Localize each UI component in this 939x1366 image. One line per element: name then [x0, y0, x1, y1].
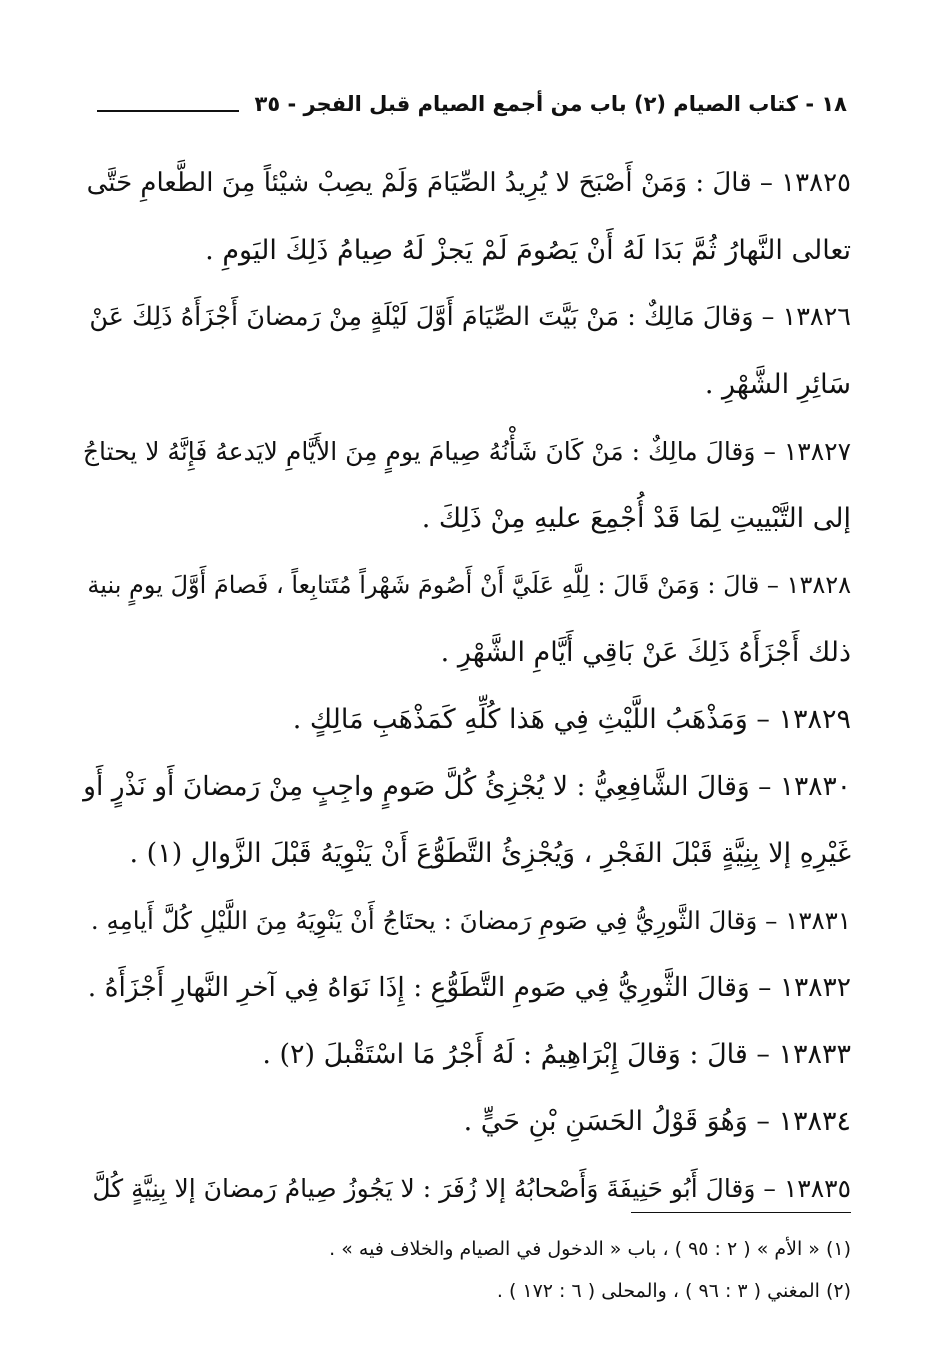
paragraph-13832 [80, 954, 851, 1021]
footnotes [80, 1228, 851, 1312]
header-rule [97, 110, 239, 112]
footnote-separator [631, 1212, 851, 1213]
text-line: ١٣٨٣٣ – قالَ : وَقالَ إِبْرَاهِيمُ : لَهُ أَجْرُ مَا اسْتَقْبلَ (٢) . [262, 1039, 851, 1070]
paragraph-13834 [80, 1088, 851, 1155]
main-text [80, 150, 851, 1222]
text-line: ١٣٨٢٩ – وَمَذْهَبُ اللَّيْثِ فِي هَذا كُلِّهِ كَمَذْهَبِ مَالِكٍ . [292, 704, 851, 735]
paragraph-13827 [80, 418, 851, 552]
text-line: ١٣٨٢٥ – قالَ : وَمَنْ أَصْبَحَ لا يُرِيدُ الصِّيَامَ وَلَمْ يصِبْ شيْئاً مِنَ الطَّعامِ حَتَّى [86, 168, 851, 198]
paragraph-13829 [80, 686, 851, 753]
text-line: تعالى النَّهارُ ثُمَّ بَدَا لَهُ أَنْ يَصُومَ لَمْ يَجزْ لَهُ صِيامُ ذَلِكَ اليَومِ . [205, 235, 851, 266]
footnote-2: (٢) المغني ( ٣ : ٩٦ ) ، والمحلى ( ٦ : ١٧٢ ) . [496, 1280, 851, 1302]
text-line: ١٣٨٣١ – وَقالَ الثَّورِيُّ فِي صَومِ رَمضانَ : يحتَاجُ أَنْ يَنْوِيَهُ مِنَ اللَّيْلِ كُلَّ أَيامِهِ . [90, 906, 851, 935]
text-line: سَائِرِ الشَّهْرِ . [704, 369, 851, 400]
text-line: ١٣٨٣٤ – وَهُوَ قَوْلُ الحَسَنِ بْنِ حَيٍّ . [463, 1106, 851, 1137]
text-line: ١٣٨٣٢ – وَقالَ الثَّورِيُّ فِي صَومِ التَّطَوُّعِ : إِذَا نَوَاهُ فِي آخرِ النَّهارِ أَجْزَأَهُ . [87, 972, 851, 1003]
paragraph-13833 [80, 1021, 851, 1088]
paragraph-13828 [80, 552, 851, 686]
running-head-text: ١٨ - كتاب الصيام (٢) باب من أجمع الصيام قبل الفجر - ٣٥ [254, 92, 847, 116]
text-line: إلى التَّبْييتِ لِمَا قَدْ أُجْمِعَ عليهِ مِنْ ذَلِكَ . [421, 503, 851, 534]
text-line: ذلك أَجْزَأَهُ ذَلِكَ عَنْ بَاقِي أَيَّامِ الشَّهْرِ . [440, 637, 851, 668]
paragraph-13831 [80, 887, 851, 954]
paragraph-13826 [80, 284, 851, 418]
paragraph-13830 [80, 753, 851, 887]
text-line: ١٣٨٢٦ – وَقالَ مَالِكٌ : مَنْ بَيَّتَ الصِّيَامَ أَوَّلَ لَيْلَةٍ مِنْ رَمضانَ أَجْزَأَهُ ذَلِكَ عَنْ [89, 302, 851, 332]
paragraph-13825 [80, 150, 851, 284]
text-line: ١٣٨٣٥ – وَقالَ أَبُو حَنِيفَةَ وَأَصْحابُهُ إلا زُفَرَ : لا يَجُوزُ صِيامُ رَمضانَ إلا بِنِيَّةٍ كُلَّ [92, 1174, 851, 1203]
footnote-1: (١) « الأم » ( ٢ : ٩٥ ) ، باب « الدخول في الصيام والخلاف فيه » . [329, 1238, 851, 1260]
text-line: ١٣٨٢٨ – قالَ : وَمَنْ قَالَ : لِلَّهِ عَلَيَّ أَنْ أَصُومَ شَهْراً مُتَتابِعاً ، فَصامَ أَوَّلَ يومٍ بنية [87, 571, 851, 599]
text-line: ١٣٨٣٠ – وَقالَ الشَّافِعِيُّ : لا يُجْزِئُ كُلَّ صَومٍ واجِبٍ مِنْ رَمضانَ أَو نَذْرٍ أَو [83, 771, 851, 802]
running-header [97, 92, 847, 124]
text-line: غَيْرِهِ إلا بِنِيَّةٍ قَبْلَ الفَجْرِ ، وَيُجْزِئُ التَّطَوُّعَ أَنْ يَنْوِيَهُ قَبْلَ الزَّوالِ (١) . [129, 838, 851, 869]
text-line: ١٣٨٢٧ – وَقالَ مالِكٌ : مَنْ كَانَ شَأْنُهُ صِيامَ يومٍ مِنَ الأَيَّامِ لايَدعهُ فَإِنَّهُ لا يحتاجُ [82, 437, 851, 466]
